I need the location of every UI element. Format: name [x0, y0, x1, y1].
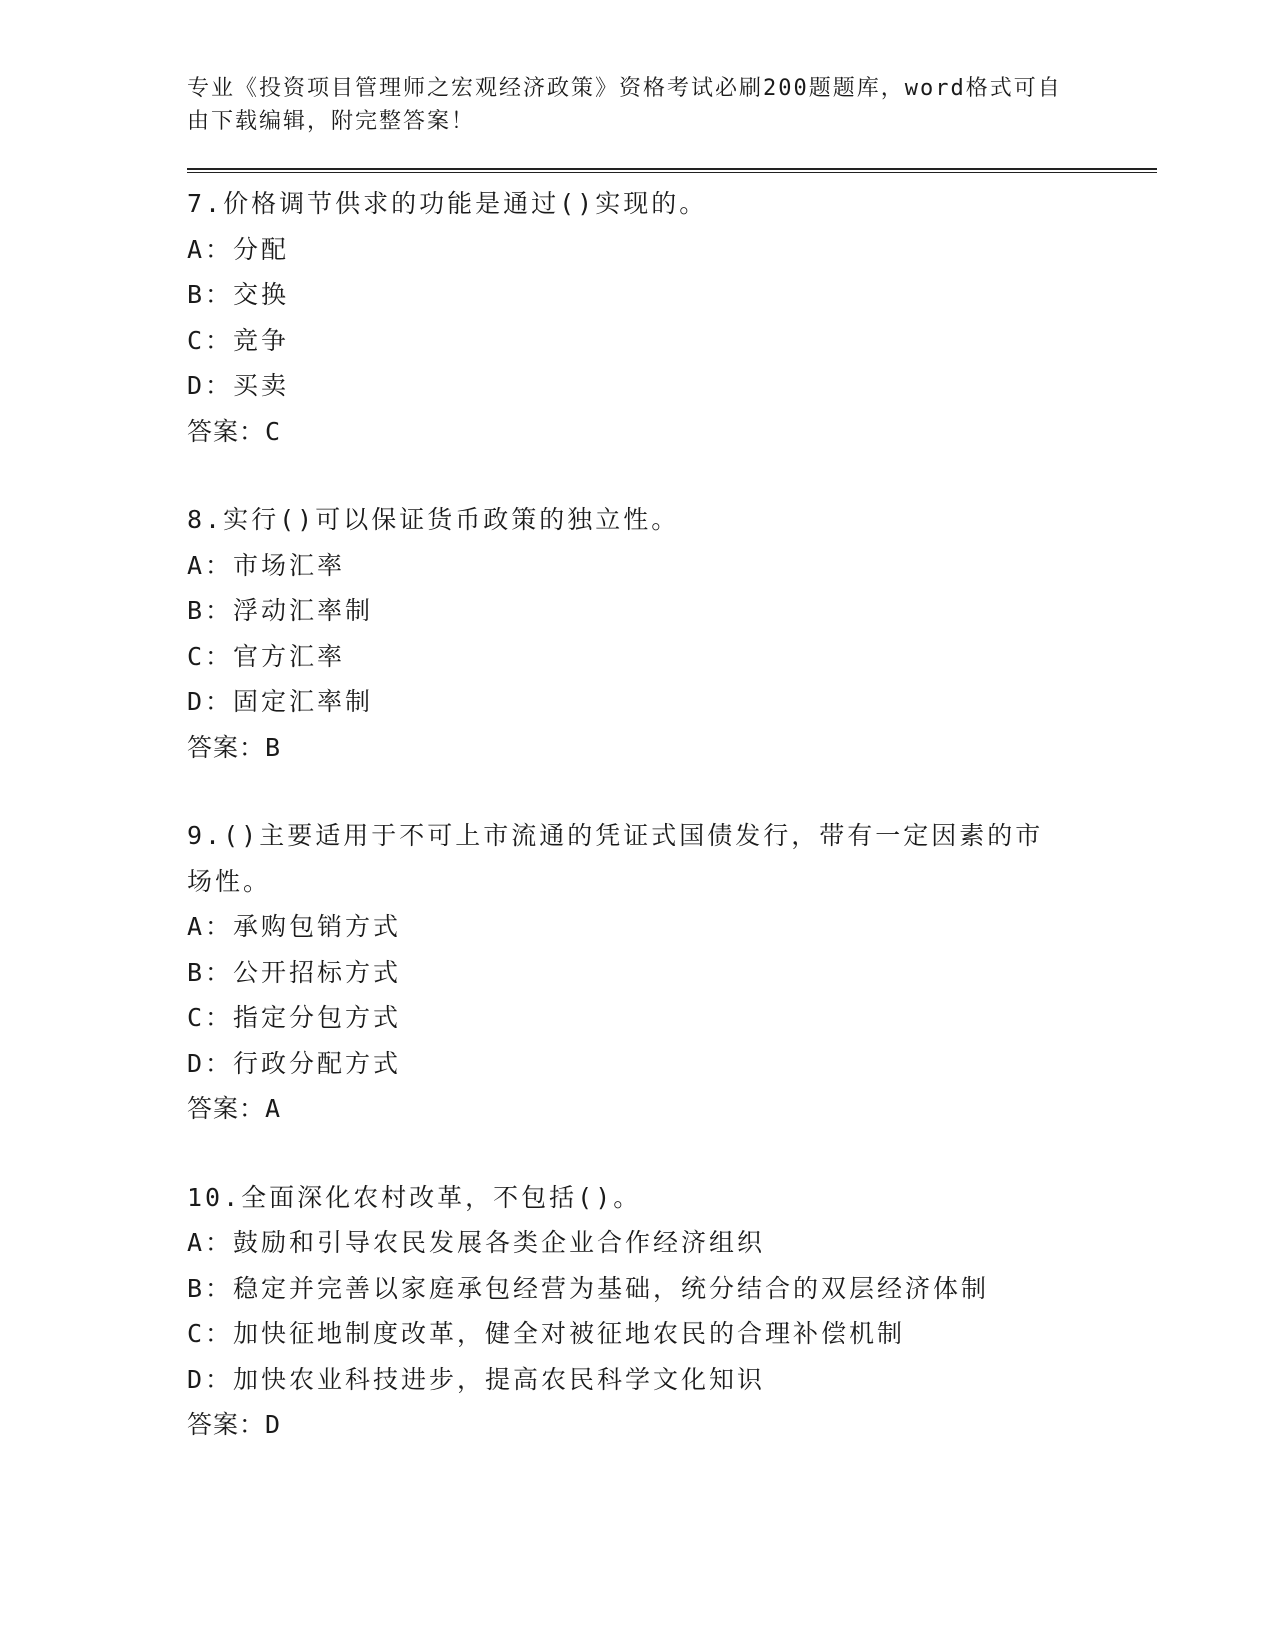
answer-label: 答案：: [187, 416, 266, 446]
question-item: [187, 813, 1162, 1132]
question-item: [187, 181, 1162, 454]
question-title: 10.全面深化农村改革，不包括()。: [187, 1182, 642, 1212]
answer-line: [187, 1086, 1162, 1132]
option-c: C：竞争: [187, 325, 290, 355]
option-b: B：稳定并完善以家庭承包经营为基础，统分结合的双层经济体制: [187, 1273, 990, 1303]
question-title: 8.实行()可以保证货币政策的独立性。: [187, 505, 680, 534]
option-a: A：鼓励和引导农民发展各类企业合作经济组织: [187, 1228, 766, 1257]
question-title: 7.价格调节供求的功能是通过()实现的。: [187, 189, 708, 218]
answer-value: C: [265, 416, 282, 446]
answer-label: 答案：: [187, 732, 266, 762]
option-a: A：分配: [187, 234, 290, 264]
option-c: C：官方汇率: [187, 641, 346, 671]
option-c: C：加快征地制度改革，健全对被征地农民的合理补偿机制: [187, 1319, 906, 1348]
document-header: 专业《投资项目管理师之宏观经济政策》资格考试必刷200题题库，word格式可自由下载编辑，附完整答案！: [187, 76, 1062, 134]
answer-line: [187, 409, 1162, 455]
option-a: A：市场汇率: [187, 550, 346, 580]
answer-line: [187, 1402, 1162, 1448]
option-d: D：买卖: [187, 371, 290, 400]
option-c: C：指定分包方式: [187, 1003, 402, 1032]
question-item: [187, 497, 1162, 770]
document-page: [187, 72, 1162, 1448]
option-a: A：承购包销方式: [187, 912, 402, 941]
header-divider: [187, 168, 1157, 173]
option-d: D：行政分配方式: [187, 1048, 402, 1078]
option-b: B：公开招标方式: [187, 957, 402, 987]
question-title: 9.()主要适用于不可上市流通的凭证式国债发行，带有一定因素的市场性。: [187, 821, 1044, 896]
option-d: D：加快农业科技进步，提高农民科学文化知识: [187, 1364, 766, 1394]
answer-line: [187, 725, 1162, 771]
option-d: D：固定汇率制: [187, 687, 374, 716]
answer-value: D: [265, 1410, 282, 1439]
answer-value: A: [265, 1094, 282, 1123]
answer-value: B: [265, 732, 282, 762]
option-b: B：交换: [187, 280, 290, 309]
answer-label: 答案：: [187, 1094, 266, 1123]
option-b: B：浮动汇率制: [187, 596, 374, 625]
question-item: [187, 1175, 1162, 1448]
answer-label: 答案：: [187, 1410, 266, 1439]
